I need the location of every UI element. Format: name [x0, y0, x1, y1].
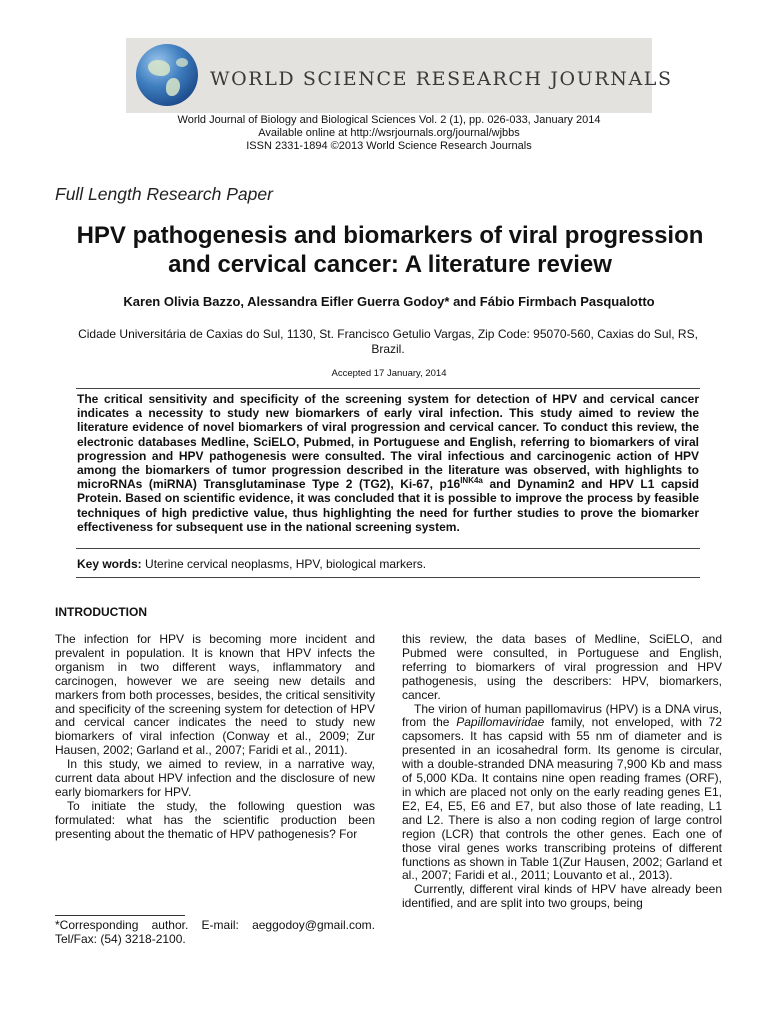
footnote-rule [55, 915, 185, 916]
affiliation [55, 327, 721, 357]
keywords-rule [76, 577, 700, 578]
affiliation-line2: Brazil. [371, 342, 405, 356]
left-column [55, 633, 375, 842]
abstract-text-1: The critical sensitivity and specificity of the screening system for detection of HPV and cervical cancer indicates a necessity to study new biomarkers of early viral infection. This study aimed to review the literature evidence of novel biomarkers of viral progression and cervical cancer. To conduct this review, the electronic databases Medline, SciELO, Pubmed, in Portuguese and English, referring to biomarkers of viral progression and HPV pathogenesis were consulted. The viral infectious and carcinogenic action of HPV among the biomarkers of tumor progression described in the literature was observed, with highlights to microRNAs (miRNA) Transglutaminase Type 2 (TG2), Ki-67, p16 [77, 392, 699, 492]
pub-info-issn: ISSN 2331-1894 ©2013 World Science Research Journals [246, 140, 532, 152]
paper-title-line1: HPV pathogenesis and biomarkers of viral progression [76, 222, 704, 249]
abstract-superscript: INK4a [460, 476, 483, 486]
intro-paragraph-2: In this study, we aimed to review, in a narrative way, current data about HPV infection and the disclosure of new early biomarkers for HPV. [55, 757, 375, 799]
virus-family-name: Papillomaviridae [456, 715, 545, 730]
abstract [77, 392, 699, 534]
abstract-top-rule [76, 388, 700, 389]
paper-title-line2: and cervical cancer: A literature review [168, 251, 612, 278]
intro-paragraph-1: The infection for HPV is becoming more incident and prevalent in population. It is known that HPV infects the organism in two different ways, inflammatory and carcinogen, however we are seeing new details and markers from both processes, besides, the critical sensitivity and specificity of the screening system for detection of HPV and cervical cancer indicates the need to study new biomarkers of viral infection (Conway et al., 2009; Zur Hausen, 2002; Garland et al., 2007; Faridi et al., 2011). [55, 632, 375, 758]
pub-info-url: Available online at http://wsrjournals.org/journal/wjbbs [258, 127, 520, 139]
keywords-label: Key words: [77, 557, 142, 571]
virion-text-b: family, not enveloped, with 72 capsomers. It has capsid with 55 nm of diameter and is presented in an icosahedral form. Its genome is circular, with a double-stranded DNA measuring 7,900 Kb and mass of 5,000 KDa. It contains nine open reading frames (ORF), in which are placed not only on the early reading genes E1, E2, E4, E5, E6 and E7, but also those of late reading, L1 and L2. There is also a non coding region of large control region (LCR) that controls the other genes. Each one of those viral genes works transcribing proteins of different functions as shown in Table 1(Zur Hausen, 2002; Garland et al., 2007; Faridi et al., 2011; Louvanto et al., 2013). [402, 715, 722, 883]
affiliation-line1: Cidade Universitária de Caxias do Sul, 1130, St. Francisco Getulio Vargas, Zip Code: 95070-560, Caxias do Sul, RS, [78, 327, 698, 341]
journal-banner [126, 38, 673, 113]
globe-logo-icon [136, 44, 198, 106]
virion-text-a: The virion of human papillomavirus (HPV) is a DNA virus, from the [402, 701, 722, 730]
right-column [402, 633, 722, 911]
corresponding-author-footnote: *Corresponding author. E-mail: aeggodoy@gmail.com. Tel/Fax: (54) 3218-2100. [55, 918, 375, 946]
paper-type: Full Length Research Paper [55, 184, 273, 204]
accepted-date: Accepted 17 January, 2014 [331, 368, 447, 379]
introduction-heading: INTRODUCTION [55, 605, 147, 619]
abstract-bottom-rule [76, 548, 700, 549]
banner-title: WORLD SCIENCE RESEARCH JOURNALS [210, 68, 673, 90]
paper-title [40, 221, 740, 279]
intro-paragraph-3: To initiate the study, the following question was formulated: what has the scientific production been presenting about the thematic of HPV pathogenesis? For [55, 798, 375, 841]
authors: Karen Olivia Bazzo, Alessandra Eifler Guerra Godoy* and Fábio Firmbach Pasqualotto [123, 294, 655, 309]
intro-paragraph-6: Currently, different viral kinds of HPV have already been identified, and are split into two groups, being [402, 882, 722, 911]
intro-paragraph-4: this review, the data bases of Medline, SciELO, and Pubmed were consulted, in Portuguese and English, referring to biomarkers of viral progression and HPV pathogenesis, using the describers: HPV, biomarkers, cancer. [402, 632, 722, 702]
keywords-text: Uterine cervical neoplasms, HPV, biological markers. [141, 557, 427, 571]
intro-paragraph-5 [402, 703, 722, 884]
keywords [77, 557, 426, 571]
pub-info-journal: World Journal of Biology and Biological Sciences Vol. 2 (1), pp. 026-033, January 2014 [177, 114, 601, 126]
abstract-text-2: and Dynamin2 and HPV L1 capsid Protein. Based on scientific evidence, it was concluded that it is possible to improve the process by feasible techniques of high predictive value, thus highlighting the need for further studies to prove the biomarker effectiveness for subsequent use in the national screening system. [77, 477, 700, 534]
